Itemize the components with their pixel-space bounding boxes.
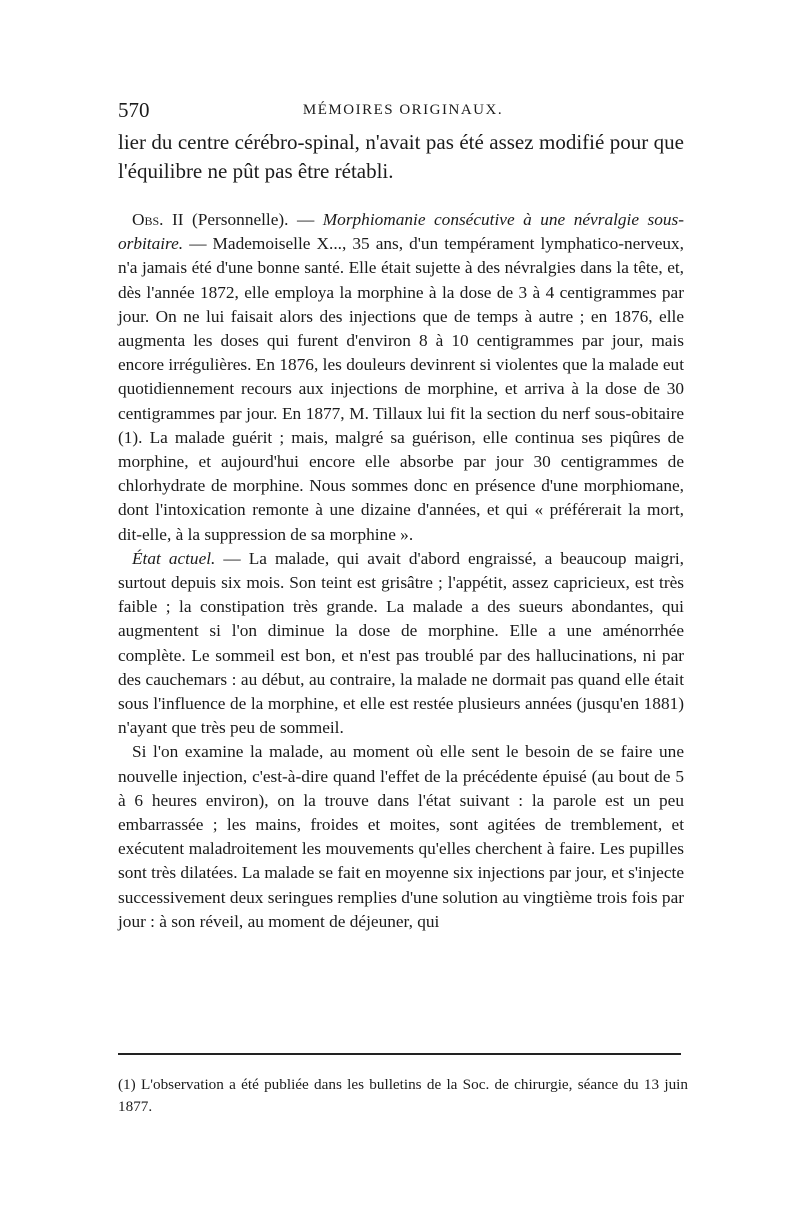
page-number: 570	[118, 98, 150, 122]
etat-label: État actuel.	[132, 548, 216, 568]
page-header	[118, 98, 688, 126]
footnote-rule	[118, 1053, 681, 1055]
obs-title: Morphiomanie consécutive à une névralgie sous-orbitaire.	[118, 210, 684, 254]
etat-text: — La malade, qui avait d'abord engraissé, a beaucoup maigri, surtout depuis six mois. Son teint est grisâtre ; l'appétit, assez capricieux, est très faible ; la constipation très grande. La malade a des sueurs abondantes, qui augmentent si l'on diminue la dose de morphine. Elle a une aménorrhée complète. Le sommeil est bon, et n'est pas troublé par des hallucinations, ni par des cauchemars : au début, au contraire, la malade ne dormait pas quand elle était sous l'influence de la morphine, et elle est restée plusieurs années (jusqu'en 1881) n'ayant que très peu de sommeil.	[118, 548, 684, 738]
obs-number: II (Personnelle). —	[163, 210, 323, 229]
running-title: MÉMOIRES ORIGINAUX.	[302, 102, 504, 118]
continuation-paragraph: lier du centre cérébro-spinal, n'avait pas été assez modifié pour que l'équilibre ne pût pas être rétabli.	[118, 130, 684, 183]
obs-label: Obs.	[132, 210, 164, 229]
examen-paragraph: Si l'on examine la malade, au moment où elle sent le besoin de se faire une nouvelle injection, c'est-à-dire quand l'effet de la précédente épuisé (au bout de 5 à 6 heures environ), on la trouve dans l'état suivant : la parole est un peu embarrassée ; les mains, froides et moites, sont agitées de tremblement, et exécutent maladroitement les mouvements qu'elles cherchent à faire. Les pupilles sont très dilatées. La malade se fait en moyenne six injections par jour, et s'injecte successivement deux seringues remplies d'une solution au vingtième trois fois par jour : à son réveil, au moment de déjeuner, qui	[118, 742, 684, 931]
observation-paragraph	[118, 208, 684, 547]
body-text	[118, 128, 684, 934]
obs-text: — Mademoiselle X..., 35 ans, d'un tempérament lymphatico-nerveux, n'a jamais été d'une bonne santé. Elle était sujette à des névralgies dans la tête, et, dès l'année 1872, elle employa la morphine à la dose de 3 à 4 centigrammes par jour. On ne lui faisait alors des injections que de temps à autre ; en 1876, elle augmenta les doses qui furent d'environ 8 à 10 centigrammes par jour, mais encore irrégulières. En 1876, les douleurs devinrent si violentes que la malade eut quotidiennement recours aux injections de morphine, et arriva à la dose de 30 centigrammes par jour. En 1877, M. Tillaux lui fit la section du nerf sous-obitaire (1). La malade guérit ; mais, malgré sa guérison, elle continua ses piqûres de morphine, et aujourd'hui encore elle absorbe par jour 30 centigrammes de chlorhydrate de morphine. Nous sommes donc en présence d'une morphiomane, dont l'intoxication remonte à une dizaine d'années, et qui « préférerait la mort, dit-elle, à la suppression de sa morphine ».	[118, 234, 684, 544]
etat-actuel-paragraph	[118, 547, 684, 741]
footnote: (1) L'observation a été publiée dans les bulletins de la Soc. de chirurgie, séance du 13 juin 1877.	[118, 1076, 688, 1115]
